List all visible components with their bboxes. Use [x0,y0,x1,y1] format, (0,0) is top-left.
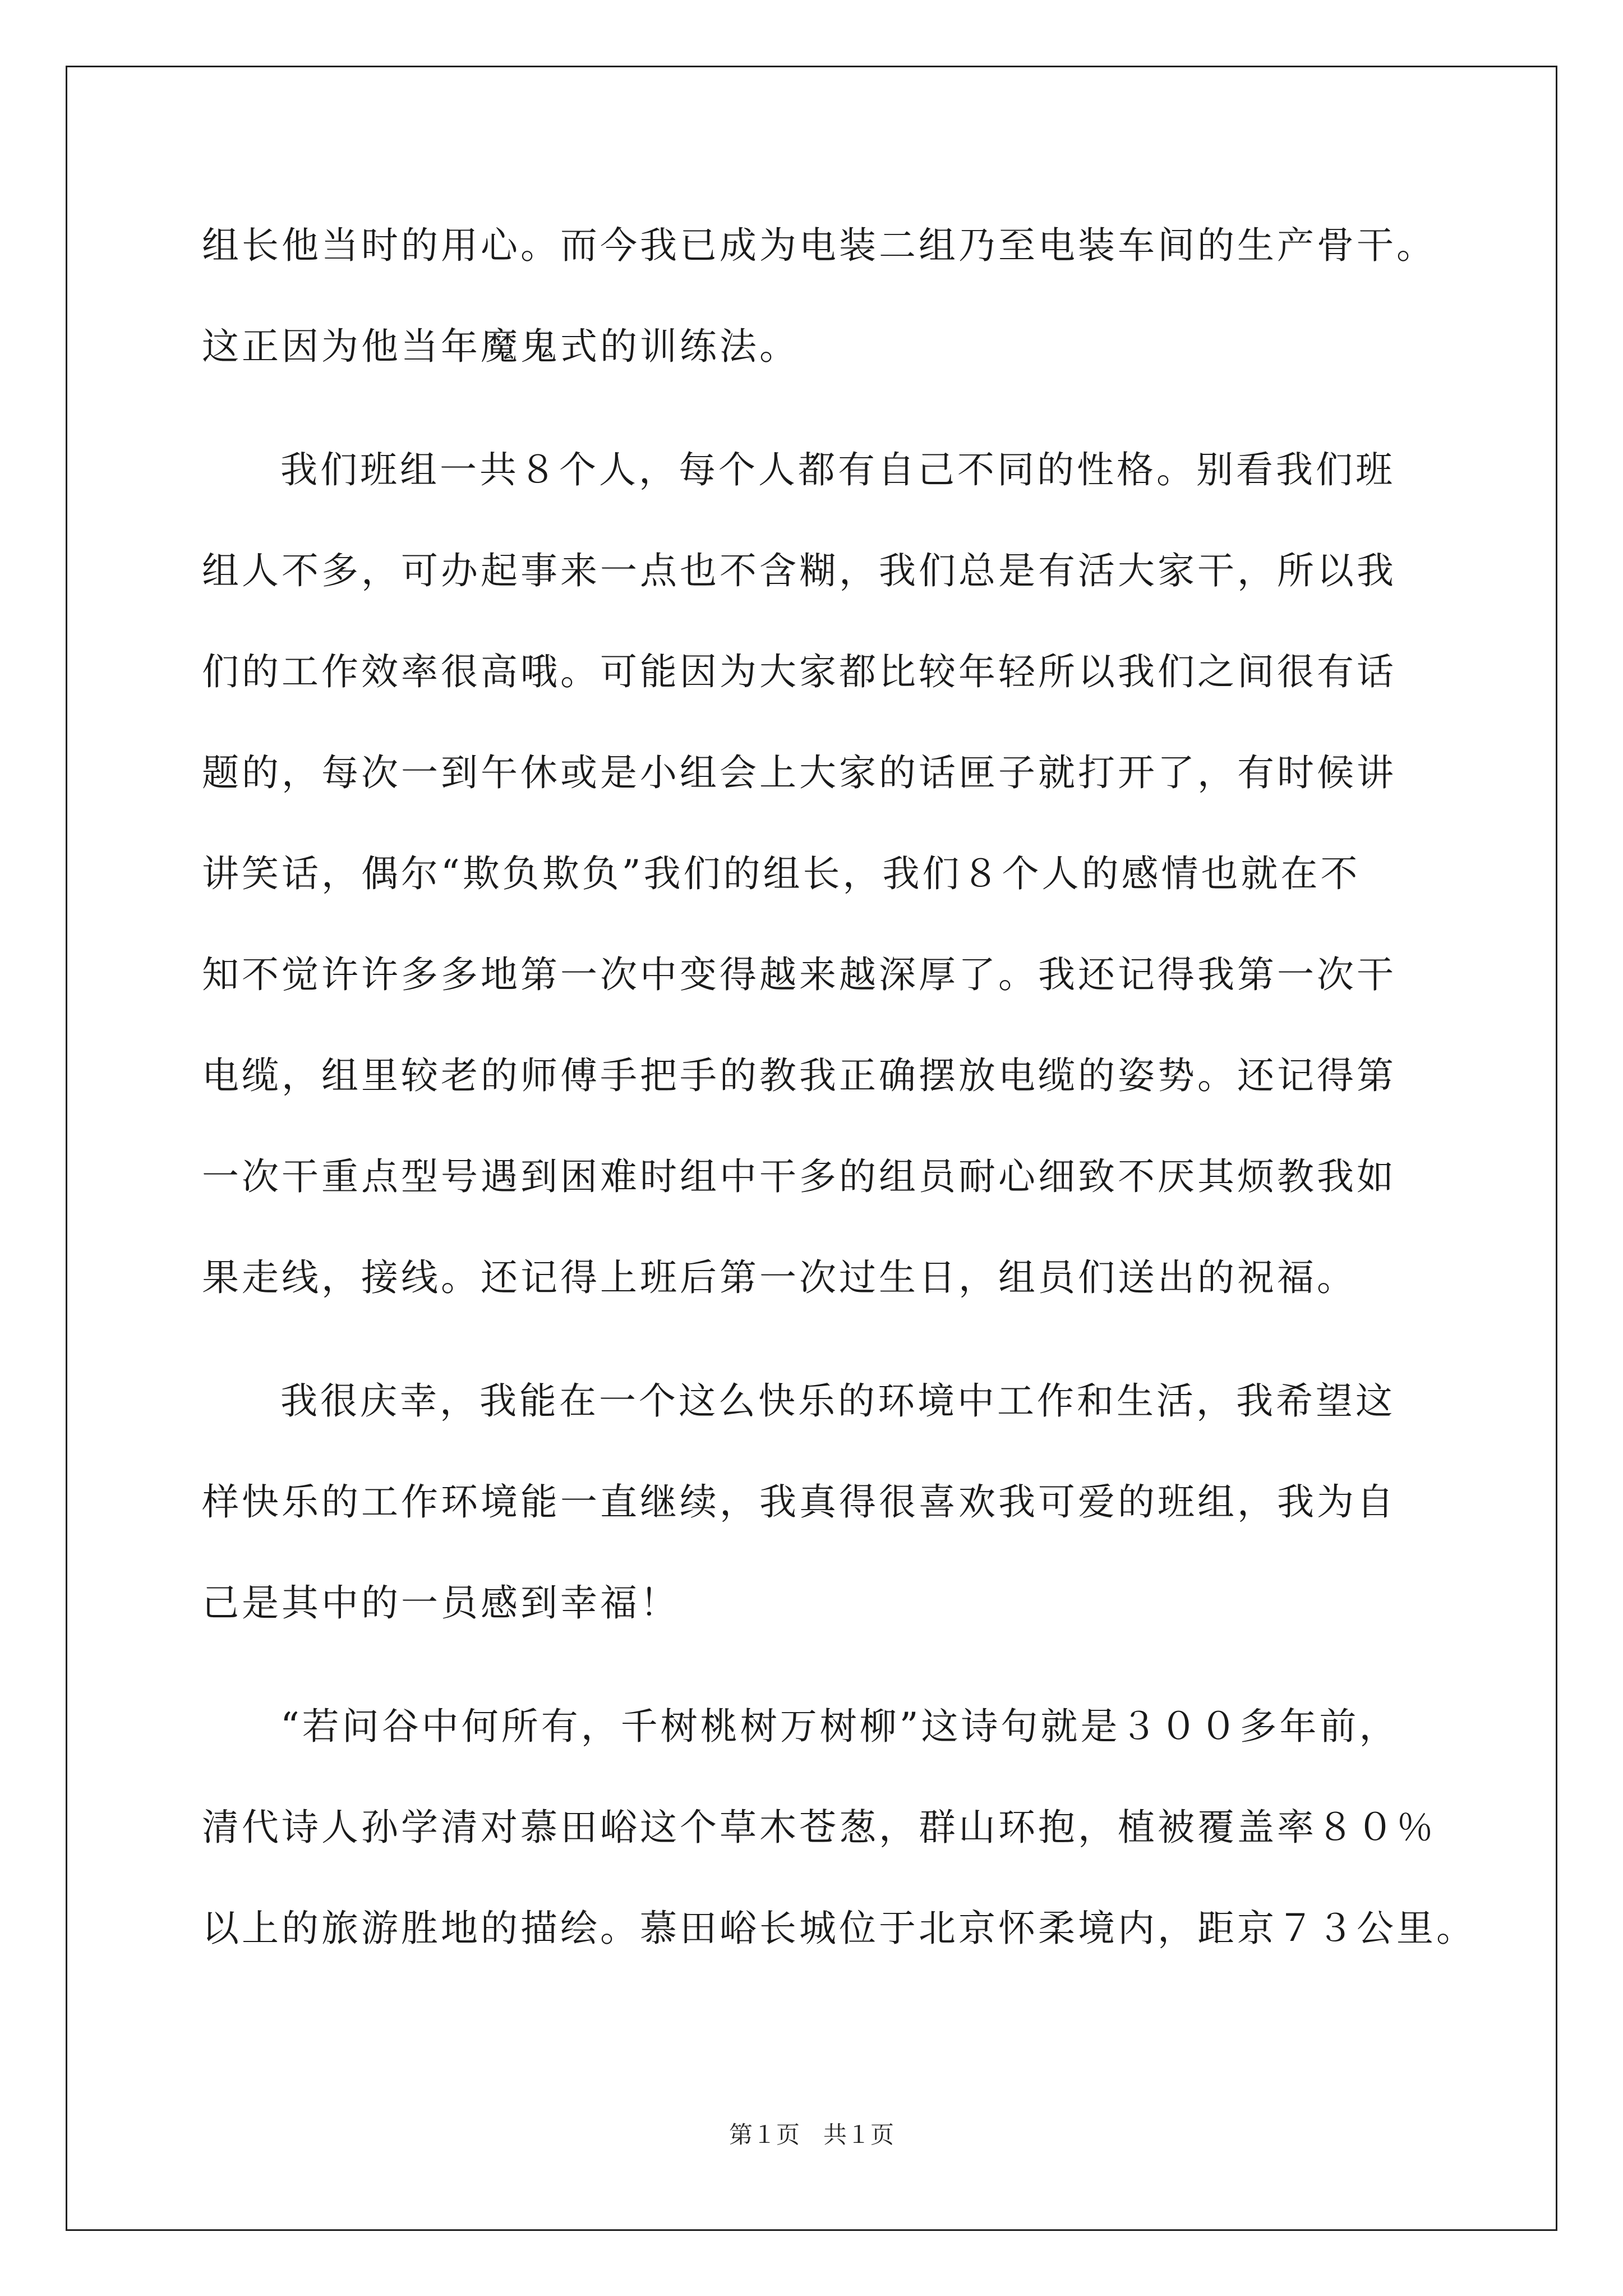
text-line: 题的，每次一到午休或是小组会上大家的话匣子就打开了，有时候讲 [202,751,1396,794]
text-line: 果走线，接线。还记得上班后第一次过生日，组员们送出的祝福。 [202,1256,1357,1299]
paragraph-start-line: 我很庆幸，我能在一个这么快乐的环境中工作和生活，我希望这 [280,1379,1395,1423]
text-line: 清代诗人孙学清对慕田峪这个草木苍葱，群山环抱，植被覆盖率８０％ [202,1806,1436,1849]
text-line: 以上的旅游胜地的描绘。慕田峪长城位于北京怀柔境内，距京７３公里。 [202,1907,1476,1950]
page-number-footer: 第１页 共１页 [728,2123,894,2148]
text-line: 一次干重点型号遇到困难时组中干多的组员耐心细致不厌其烦教我如 [202,1155,1396,1198]
text-line: 组人不多，可办起事来一点也不含糊，我们总是有活大家干，所以我 [202,549,1396,592]
text-line: 组长他当时的用心。而今我已成为电装二组乃至电装车间的生产骨干。 [202,224,1436,267]
text-line: 样快乐的工作环境能一直继续，我真得很喜欢我可爱的班组，我为自 [202,1480,1396,1524]
paragraph-start-line: 我们班组一共８个人，每个人都有自己不同的性格。别看我们班 [280,448,1395,491]
text-line: 讲笑话，偶尔“欺负欺负”我们的组长，我们８个人的感情也就在不 [202,852,1361,895]
text-line: 知不觉许许多多地第一次中变得越来越深厚了。我还记得我第一次干 [202,953,1396,996]
text-line: 电缆，组里较老的师傅手把手的教我正确摆放电缆的姿势。还记得第 [202,1054,1396,1097]
text-line: 们的工作效率很高哦。可能因为大家都比较年轻所以我们之间很有话 [202,650,1396,693]
text-line: 这正因为他当年魔鬼式的训练法。 [202,325,799,368]
text-line: 己是其中的一员感到幸福！ [202,1581,680,1625]
paragraph-start-line: “若问谷中何所有，千树桃树万树柳”这诗句就是３００多年前， [280,1705,1399,1748]
